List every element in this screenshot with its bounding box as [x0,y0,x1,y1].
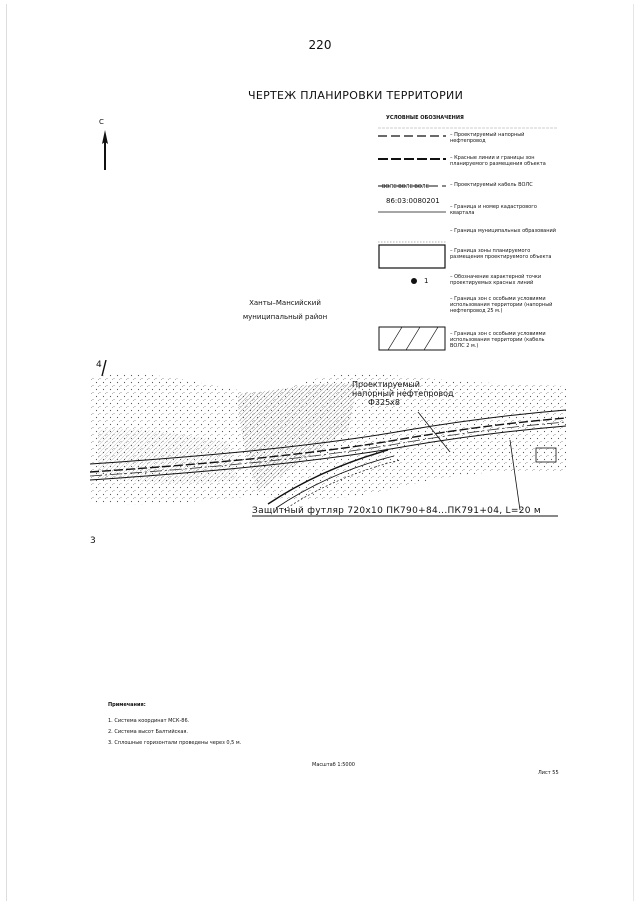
fiber-cable-symbol [378,182,448,190]
legend-item-label: – Проектируемый напорный нефтепровод [450,132,525,144]
legend-item-label: – Граница и номер кадастрового квартала [450,204,537,216]
planning-map [88,360,568,560]
point-symbol [378,274,448,288]
drawing-title: ЧЕРТЕЖ ПЛАНИРОВКИ ТЕРРИТОРИИ [248,89,464,102]
scale-label: Масштаб 1:5000 [312,762,355,768]
legend-item-label: – Граница зоны планируемого размещения проектируемого объекта [450,248,552,260]
district-label [230,296,340,324]
legend-item-label: – Граница зон с особыми условиями использования территории (кабель ВОЛС 2 м.) [450,331,546,349]
legend-item-label: – Обозначение характерной точки проектируемых красных линий [450,274,542,286]
note-item: 2. Система высот Балтийская. [108,729,188,735]
legend-item-label: – Граница зон с особыми условиями использования территории (напорный нефтепровод 25 м.) [450,296,553,314]
north-arrow [98,118,110,170]
planned-zone-symbol [378,244,448,270]
municipal-border-symbol [378,228,448,244]
sheet-number: Лист 55 [538,770,559,776]
legend-title: УСЛОВНЫЕ ОБОЗНАЧЕНИЯ [386,115,464,121]
north-letter: С [99,118,104,126]
cadastral-number: 86:03:0080201 [386,197,440,205]
legend-item-label: – Граница муниципальных образований [450,228,556,234]
pipeline-label-line-2: напорный нефтепровод [352,389,454,398]
note-item: 3. Сплошные горизонтали проведены через 0,5 м. [108,740,242,746]
map-mark-top: 4 [96,360,102,370]
cadastral-line-symbol [378,197,448,214]
notes [108,700,241,749]
pipe-size-label: Ф325х8 [368,398,400,407]
legend-separator [378,127,558,129]
side-marker [102,360,106,376]
svg-text:ВОЛС ВОЛС ВОЛС: ВОЛС ВОЛС ВОЛС [382,184,430,190]
legend-item-label: – Красные линии и границы зон планируемого размещения объекта [450,155,546,167]
district-line-2: муниципальный район [242,313,328,321]
note-item: 1. Система координат МСК-86. [108,718,190,724]
district-line-1: Ханты–Мансийский [249,299,321,307]
page-number: 220 [308,38,332,52]
point-number: 1 [424,277,429,285]
north-arrow-icon [101,130,109,170]
legend-item-label: – Проектируемый кабель ВОЛС [450,182,533,188]
casing-label: Защитный футляр 720х10 ПК790+84...ПК791+04, L=20 м [252,506,541,516]
pipeline-label [352,380,454,407]
map-mark-left: 3 [90,536,96,546]
pipeline-label-line-1: Проектируемый [352,380,420,389]
notes-title: Примечания: [108,702,146,708]
hatched-zone-symbol [378,326,448,352]
red-line-symbol [378,155,448,163]
pipeline-line-symbol [378,132,448,140]
